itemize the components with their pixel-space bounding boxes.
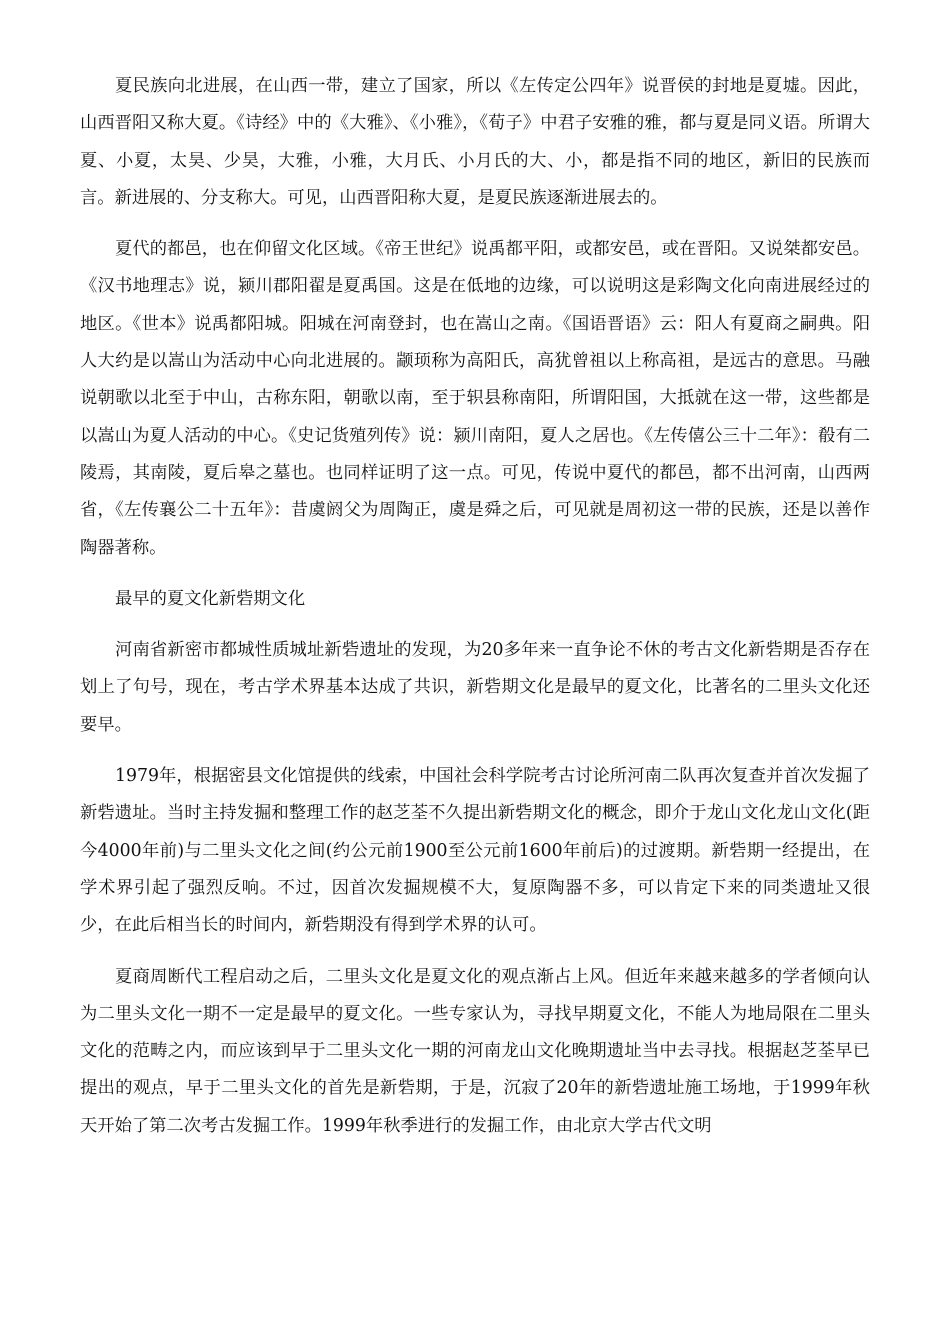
document-page — [80, 68, 870, 1159]
paragraph-xia-north-expansion: 夏民族向北进展，在山西一带，建立了国家，所以《左传定公四年》说晋侯的封地是夏墟。因此，山西晋阳又称大夏。《诗经》中的《大雅》、《小雅》，《荀子》中君子安雅的雅，都与夏是同义语。所谓大夏、小夏，太昊、少昊，大雅，小雅，大月氏、小月氏的大、小，都是指不同的地区，新旧的民族而言。新进展的、分支称大。可见，山西晋阳称大夏，是夏民族逐渐进展去的。 — [80, 76, 870, 208]
paragraph-xia-capitals: 夏代的都邑，也在仰留文化区域。《帝王世纪》说禹都平阳，或都安邑，或在晋阳。又说桀都安邑。《汉书地理志》说，颍川郡阳翟是夏禹国。这是在低地的边缘，可以说明这是彩陶文化向南进展经过的地区。《世本》说禹都阳城。阳城在河南登封，也在嵩山之南。《国语晋语》云：阳人有夏商之嗣典。阳人大约是以嵩山为活动中心向北进展的。颛顼称为高阳氏，高犹曾祖以上称高祖，是远古的意思。马融说朝歌以北至于中山，古称东阳，朝歌以南，至于轵县称南阳，所谓阳国，大抵就在这一带，这些都是以嵩山为夏人活动的中心。《史记货殖列传》说：颍川南阳，夏人之居也。《左传僖公三十二年》：殽有二陵焉，其南陵，夏后皋之墓也。也同样证明了这一点。可见，传说中夏代的都邑，都不出河南，山西两省，《左传襄公二十五年》：昔虞阏父为周陶正，虞是舜之后，可见就是周初这一带的民族，还是以善作陶器著称。 — [80, 239, 870, 558]
section-heading: 最早的夏文化新砦期文化 — [115, 588, 306, 609]
paragraph-xinzhai-discovery: 河南省新密市都城性质城址新砦遗址的发现，为20多年来一直争论不休的考古文化新砦期是否存在划上了句号，现在，考古学术界基本达成了共识，新砦期文化是最早的夏文化，比著名的二里头文化还要早。 — [80, 640, 870, 735]
paragraph-1979-excavation: 1979年，根据密县文化馆提供的线索，中国社会科学院考古讨论所河南二队再次复查并首次发掘了新砦遗址。当时主持发掘和整理工作的赵芝荃不久提出新砦期文化的概念，即介于龙山文化龙山文化(距今4000年前)与二里头文化之间(约公元前1900至公元前1600年前后)的过渡期。新砦期一经提出，在学术界引起了强烈反响。不过，因首次发掘规模不大，复原陶器不多，可以肯定下来的同类遗址又很少，在此后相当长的时间内，新砦期没有得到学术界的认可。 — [80, 766, 870, 936]
paragraph-chronology-project: 夏商周断代工程启动之后，二里头文化是夏文化的观点渐占上风。但近年来越来越多的学者倾向认为二里头文化一期不一定是最早的夏文化。一些专家认为，寻找早期夏文化，不能人为地局限在二里头文化的范畴之内，而应该到早于二里头文化一期的河南龙山文化晚期遗址当中去寻找。根据赵芝荃早已提出的观点，早于二里头文化的首先是新砦期，于是，沉寂了20年的新砦遗址施工场地，于1999年秋天开始了第二次考古发掘工作。1999年秋季进行的发掘工作，由北京大学古代文明 — [80, 966, 870, 1136]
